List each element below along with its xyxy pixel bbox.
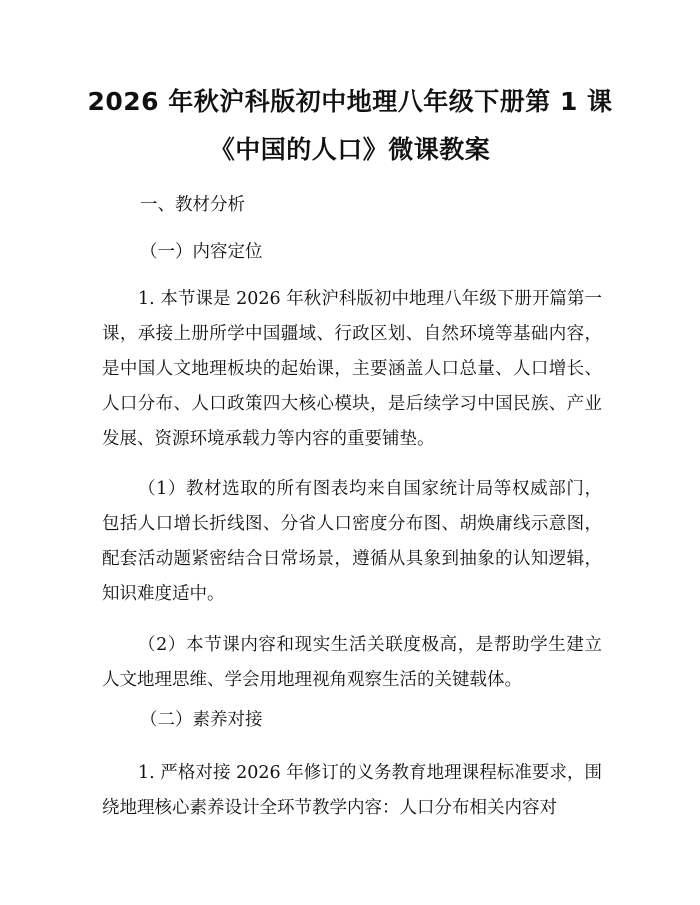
paragraph-course-overview: 1. 本节课是 2026 年秋沪科版初中地理八年级下册开篇第一课，承接上册所学中国疆域、行政区划、自然环境等基础内容，是中国人文地理板块的起始课，主要涵盖人口总量、人口增长、人口分布、人口政策四大核心模块，是后续学习中国民族、产业发展、资源环境承载力等内容的重要铺垫。 xyxy=(102,289,602,449)
paragraph-curriculum-standards: 1. 严格对接 2026 年修订的义务教育地理课程标准要求，围绕地理核心素养设计全环节教学内容：人口分布相关内容对 xyxy=(102,763,602,818)
document-title-line-2: 《中国的人口》微课教案 xyxy=(209,135,491,164)
document-title-line-1: 2026 年秋沪科版初中地理八年级下册第 1 课 xyxy=(87,87,613,116)
subsection-heading-content-positioning: （一）内容定位 xyxy=(140,242,263,262)
section-heading-textbook-analysis: 一、教材分析 xyxy=(140,195,245,215)
paragraph-textbook-charts: （1）教材选取的所有图表均来自国家统计局等权威部门，包括人口增长折线图、分省人口密度分布图、胡焕庸线示意图，配套活动题紧密结合日常场景，遵循从具象到抽象的认知逻辑，知识难度适中。 xyxy=(102,479,602,604)
paragraph-real-life-relevance: （2）本节课内容和现实生活关联度极高，是帮助学生建立人文地理思维、学会用地理视角观察生活的关键载体。 xyxy=(102,635,602,690)
subsection-heading-literacy-alignment: （二）素养对接 xyxy=(140,710,263,730)
